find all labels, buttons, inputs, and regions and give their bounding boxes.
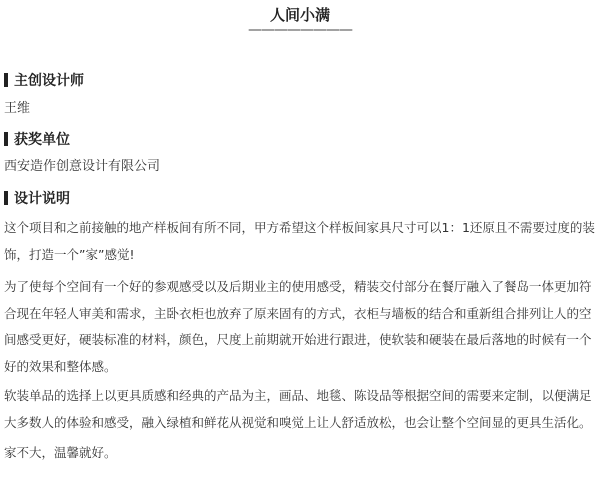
heading-bar-icon (4, 191, 8, 205)
description-paragraph: 家不大，温馨就好。 (4, 445, 117, 460)
heading-label: 获奖单位 (14, 132, 70, 148)
award-unit-name: 西安造作创意设计有限公司 (4, 159, 161, 174)
section-heading-designer (4, 70, 84, 90)
description-paragraph: 这个项目和之前接触的地产样板间有所不同，甲方希望这个样板间家具尺寸可以1：1还原且不需要过度的装饰，打造一个”家”感觉! (4, 220, 595, 262)
heading-bar-icon (4, 132, 8, 146)
description-paragraph: 为了使每个空间有一个好的参观感受以及后期业主的使用感受，精装交付部分在餐厅融入了餐岛一体更加符合现在年轻人审美和需求，主卧衣柜也放弃了原来固有的方式，衣柜与墙板的结合和重新组合排列让人的空间感受更好，硬装标准的材料，颜色，尺度上前期就开始进行跟进，使软装和硬装在最后落地的时候有一个好的效果和整体感。 (4, 279, 592, 374)
heading-label: 设计说明 (14, 191, 70, 207)
heading-bar-icon (4, 73, 8, 87)
heading-label: 主创设计师 (14, 73, 84, 89)
page-title: 人间小满 (269, 6, 330, 24)
description-paragraph: 软装单品的选择上以更具质感和经典的产品为主，画品、地毯、陈设品等根据空间的需要来定制，以便满足大多数人的体验和感受，融入绿植和鲜花从视觉和嗅觉上让人舒适放松，也会让整个空间显的更具生活化。 (4, 388, 592, 430)
section-heading-description (4, 188, 70, 208)
designer-name: 王维 (4, 101, 31, 116)
section-heading-award-unit (4, 129, 70, 149)
title-underline: ———————— (248, 22, 352, 38)
